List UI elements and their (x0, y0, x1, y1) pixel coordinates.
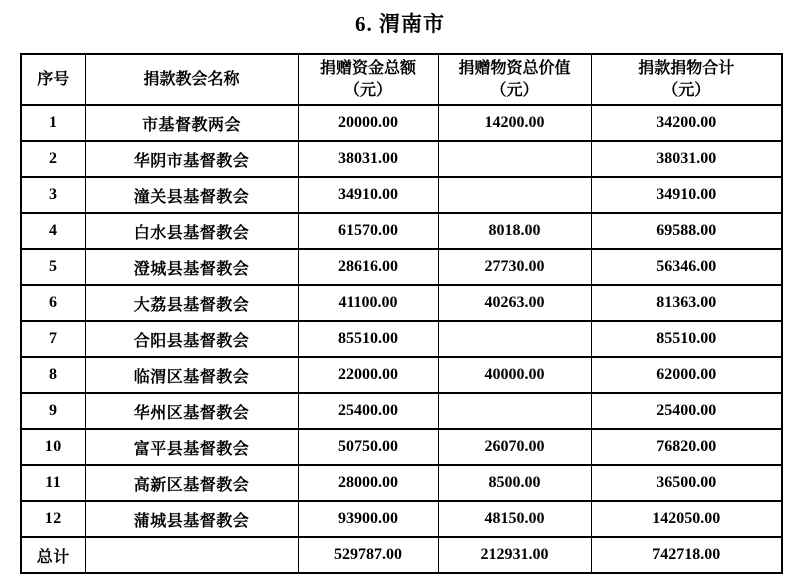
cell-church-name: 华州区基督教会 (85, 393, 298, 429)
cell-church-name: 临渭区基督教会 (85, 357, 298, 393)
total-total: 742718.00 (591, 537, 782, 573)
cell-church-name: 合阳县基督教会 (85, 321, 298, 357)
cell-total: 69588.00 (591, 213, 782, 249)
table-row (21, 141, 782, 177)
total-row-label: 总计 (21, 537, 85, 573)
col-header-goods (438, 54, 591, 105)
cell-funds: 20000.00 (298, 105, 438, 141)
cell-funds: 93900.00 (298, 501, 438, 537)
cell-goods: 27730.00 (438, 249, 591, 285)
table-row (21, 177, 782, 213)
cell-church-name: 蒲城县基督教会 (85, 501, 298, 537)
cell-funds: 61570.00 (298, 213, 438, 249)
table-row (21, 105, 782, 141)
cell-total: 76820.00 (591, 429, 782, 465)
col-header-label: 捐赠物资总价值 (458, 59, 571, 77)
cell-index: 1 (21, 105, 85, 141)
cell-goods (438, 177, 591, 213)
total-funds: 529787.00 (298, 537, 438, 573)
cell-funds: 22000.00 (298, 357, 438, 393)
cell-church-name: 高新区基督教会 (85, 465, 298, 501)
cell-goods (438, 393, 591, 429)
cell-goods: 40000.00 (438, 357, 591, 393)
cell-funds: 34910.00 (298, 177, 438, 213)
cell-church-name: 白水县基督教会 (85, 213, 298, 249)
cell-goods: 40263.00 (438, 285, 591, 321)
cell-funds: 28000.00 (298, 465, 438, 501)
cell-total: 38031.00 (591, 141, 782, 177)
page-title: 6. 渭南市 (355, 12, 445, 36)
table-row (21, 249, 782, 285)
cell-total: 85510.00 (591, 321, 782, 357)
total-row-name-cell (85, 537, 298, 573)
col-header-index (21, 54, 85, 105)
cell-total: 56346.00 (591, 249, 782, 285)
total-row (21, 537, 782, 573)
cell-church-name: 潼关县基督教会 (85, 177, 298, 213)
col-header-unit: （元） (343, 81, 392, 99)
cell-total: 25400.00 (591, 393, 782, 429)
cell-church-name: 市基督教两会 (85, 105, 298, 141)
cell-goods: 8018.00 (438, 213, 591, 249)
cell-funds: 28616.00 (298, 249, 438, 285)
cell-goods: 48150.00 (438, 501, 591, 537)
col-header-unit: （元） (490, 81, 539, 99)
cell-total: 81363.00 (591, 285, 782, 321)
cell-funds: 85510.00 (298, 321, 438, 357)
total-goods: 212931.00 (438, 537, 591, 573)
col-header-unit: （元） (662, 81, 711, 99)
cell-total: 34200.00 (591, 105, 782, 141)
cell-index: 10 (21, 429, 85, 465)
table-row (21, 285, 782, 321)
cell-funds: 50750.00 (298, 429, 438, 465)
cell-goods (438, 141, 591, 177)
cell-goods: 26070.00 (438, 429, 591, 465)
col-header-label: 捐款捐物合计 (638, 59, 735, 77)
cell-goods: 8500.00 (438, 465, 591, 501)
cell-index: 3 (21, 177, 85, 213)
col-header-funds (298, 54, 438, 105)
header-row (21, 54, 782, 105)
cell-index: 12 (21, 501, 85, 537)
cell-church-name: 富平县基督教会 (85, 429, 298, 465)
col-header-label: 捐赠资金总额 (319, 59, 416, 77)
table-header (21, 54, 782, 105)
donation-table (20, 53, 783, 574)
cell-funds: 41100.00 (298, 285, 438, 321)
cell-index: 8 (21, 357, 85, 393)
cell-church-name: 澄城县基督教会 (85, 249, 298, 285)
cell-funds: 25400.00 (298, 393, 438, 429)
cell-total: 62000.00 (591, 357, 782, 393)
cell-total: 34910.00 (591, 177, 782, 213)
table-row (21, 393, 782, 429)
table-body (21, 105, 782, 537)
table-row (21, 429, 782, 465)
cell-index: 5 (21, 249, 85, 285)
table-row (21, 357, 782, 393)
table-row (21, 465, 782, 501)
cell-goods: 14200.00 (438, 105, 591, 141)
table-footer (21, 537, 782, 573)
cell-index: 9 (21, 393, 85, 429)
col-header-church-name (85, 54, 298, 105)
cell-church-name: 华阴市基督教会 (85, 141, 298, 177)
table-row (21, 321, 782, 357)
col-header-label: 序号 (37, 70, 70, 88)
cell-index: 4 (21, 213, 85, 249)
cell-total: 36500.00 (591, 465, 782, 501)
cell-index: 2 (21, 141, 85, 177)
col-header-total (591, 54, 782, 105)
cell-total: 142050.00 (591, 501, 782, 537)
cell-index: 6 (21, 285, 85, 321)
col-header-label: 捐款教会名称 (143, 70, 240, 88)
cell-index: 7 (21, 321, 85, 357)
table-row (21, 213, 782, 249)
cell-funds: 38031.00 (298, 141, 438, 177)
table-row (21, 501, 782, 537)
cell-church-name: 大荔县基督教会 (85, 285, 298, 321)
cell-index: 11 (21, 465, 85, 501)
cell-goods (438, 321, 591, 357)
